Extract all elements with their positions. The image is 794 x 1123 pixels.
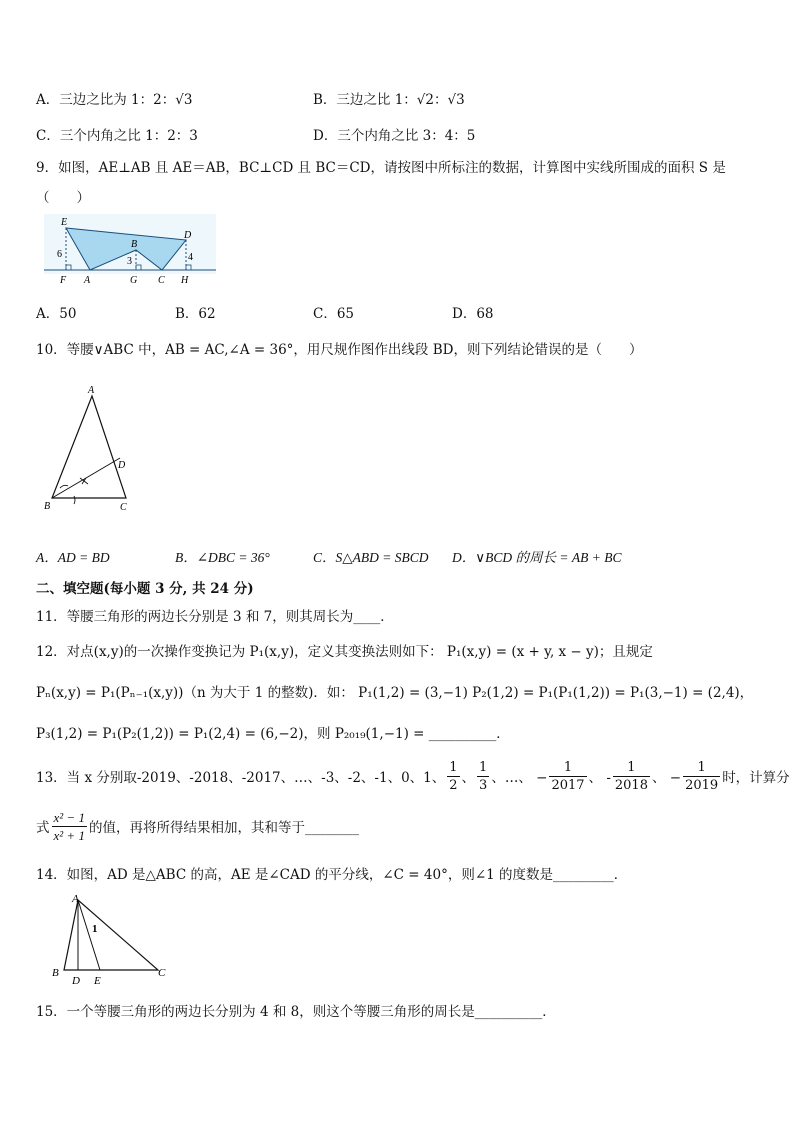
q13-line2-lead: 式	[36, 820, 50, 836]
q9-option-a: A．50	[36, 306, 77, 322]
q9-label-G: G	[130, 275, 138, 286]
q14-label-D: D	[72, 975, 80, 986]
q12-line1: 12．对点(x,y)的一次操作变换记为 P₁(x,y)，定义其变换法则如下： P₁(x,y) = (x + y, x − y)；且规定	[36, 644, 653, 660]
q13-frac-5: $\frac{1}{2019}$	[685, 759, 719, 793]
q10-label-D: D	[118, 460, 126, 471]
q8-option-a: A．三边之比为 1：2：√3	[36, 92, 193, 108]
q9-label-D: D	[184, 230, 192, 241]
q9-stem: 9．如图，AE⊥AB 且 AE＝AB，BC⊥CD 且 BC＝CD，请按图中所标注的数据，计算图中实线所围成的面积 S 是	[36, 160, 726, 176]
q9-label-F: F	[60, 275, 67, 286]
q13-lead: 13．当 x 分别取-2019、-2018、-2017、…、-3、-2、-1、0、1、	[36, 770, 446, 786]
q13-frac-1: $\frac{1}{2}$	[449, 759, 458, 793]
q10-label-C: C	[120, 502, 127, 513]
q9-label-4: 4	[188, 252, 193, 263]
q14-label-E: E	[94, 975, 101, 986]
q13-line1	[36, 756, 790, 796]
q13-sep3: 、 -	[588, 770, 611, 786]
q15-text: 15．一个等腰三角形的两边长分别为 4 和 8，则这个等腰三角形的周长是__________．	[36, 1004, 556, 1020]
q14-label-1: 1	[92, 923, 98, 935]
section-fill-in-title: 二、填空题(每小题 3 分, 共 24 分)	[36, 581, 254, 597]
q8-option-d: D．三个内角之比 3：4：5	[313, 128, 476, 144]
q14-label-C: C	[158, 967, 166, 979]
q13-frac-2: $\frac{1}{3}$	[479, 759, 488, 793]
q14-bisector-ae	[78, 900, 100, 970]
q13-frac-3: $\frac{1}{2017}$	[551, 759, 585, 793]
q9-option-c: C．65	[313, 306, 355, 322]
q14-label-A: A	[72, 893, 79, 905]
q13-tail: 时，计算分	[722, 770, 790, 786]
q13-line2	[36, 806, 359, 846]
q9-option-d: D．68	[452, 306, 494, 322]
q9-figure	[44, 214, 216, 288]
q9-label-B: B	[131, 239, 138, 250]
q8-option-b: B．三边之比 1：√2：√3	[313, 92, 465, 108]
q14-text: 14．如图，AD 是△ABC 的高，AE 是∠CAD 的平分线，∠C = 40°，则∠1 的度数是_________．	[36, 867, 628, 883]
q10-option-b: B．∠DBC = 36°	[175, 550, 270, 565]
q10-label-B: B	[44, 501, 51, 512]
q13-frac-4: $\frac{1}{2018}$	[614, 759, 648, 793]
q10-figure	[40, 380, 150, 516]
q10-stem: 10．等腰∨ABC 中，AB = AC,∠A = 36°，用尺规作图作出线段 BD，则下列结论错误的是（ ）	[36, 342, 643, 358]
q9-paren: （ ）	[36, 190, 90, 206]
q13-sep1: 、	[461, 770, 476, 786]
q10-option-d: D．∨BCD 的周长 = AB + BC	[452, 550, 622, 565]
q14-label-B: B	[52, 967, 59, 979]
q13-expression: $\frac{\text{x² − 1}}{\text{x² + 1}}$	[53, 809, 85, 843]
q10-label-A: A	[88, 385, 95, 396]
q10-triangle	[52, 396, 126, 498]
q9-label-3: 3	[127, 256, 132, 267]
q8-option-c: C．三个内角之比 1：2：3	[36, 128, 198, 144]
q13-sep2: 、…、 −	[491, 770, 548, 786]
q14-figure	[48, 890, 174, 986]
q9-label-6: 6	[57, 249, 62, 260]
q9-label-E: E	[61, 217, 68, 228]
q9-label-C: C	[158, 275, 165, 286]
q9-option-b: B．62	[175, 306, 216, 322]
q9-label-A: A	[84, 275, 91, 286]
q10-option-c: C．S△ABD = SBCD	[313, 550, 429, 565]
q12-line3: P₃(1,2) = P₁(P₂(1,2)) = P₁(2,4) = (6,−2)，则 P₂₀₁₉(1,−1) = __________．	[36, 726, 510, 742]
q9-label-H: H	[181, 275, 189, 286]
q13-sep4: 、 −	[651, 770, 682, 786]
q11-text: 11．等腰三角形的两边长分别是 3 和 7，则其周长为____．	[36, 609, 394, 625]
q10-option-a: A．AD = BD	[36, 550, 110, 565]
q12-line2: Pₙ(x,y) = P₁(Pₙ₋₁(x,y))（n 为大于 1 的整数)．如： P₁(1,2) = (3,−1) P₂(1,2) = P₁(P₁(1,2)) = P₁(3,−1) = (2,4)，	[36, 685, 754, 701]
q13-line2-tail: 的值，再将所得结果相加，其和等于________	[88, 820, 359, 836]
